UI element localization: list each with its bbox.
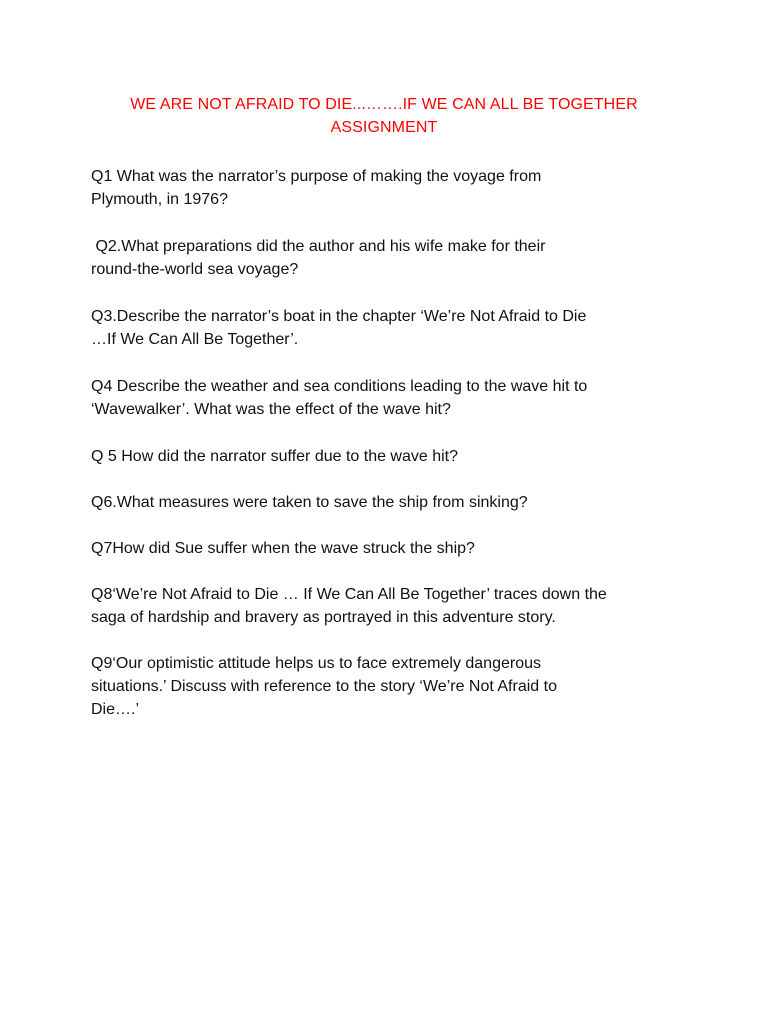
question-4-line-2: ‘Wavewalker’. What was the effect of the wave hit? [91,401,451,418]
question-8-line-2: saga of hardship and bravery as portrayed in this adventure story. [91,609,556,626]
question-3-line-1: Q3.Describe the narrator’s boat in the chapter ‘We’re Not Afraid to Die [91,308,587,325]
question-6-line-1: Q6.What measures were taken to save the ship from sinking? [91,494,528,511]
question-9-line-2: situations.’ Discuss with reference to the story ‘We’re Not Afraid to [91,678,557,695]
question-3-line-2: …If We Can All Be Together’. [91,331,299,348]
question-1-line-1: Q1 What was the narrator’s purpose of making the voyage from [91,168,542,185]
question-2-line-2: round-the-world sea voyage? [91,261,299,278]
assignment-title-line-1: WE ARE NOT AFRAID TO DIE...…….IF WE CAN ALL BE TOGETHER [130,96,638,113]
question-9-line-1: Q9‘Our optimistic attitude helps us to face extremely dangerous [91,655,541,672]
question-4-line-1: Q4 Describe the weather and sea conditions leading to the wave hit to [91,378,588,395]
question-1-line-2: Plymouth, in 1976? [91,191,228,208]
assignment-title-line-2: ASSIGNMENT [330,119,438,136]
question-5-line-1: Q 5 How did the narrator suffer due to the wave hit? [91,448,459,465]
question-8-line-1: Q8‘We’re Not Afraid to Die … If We Can All Be Together’ traces down the [91,586,607,603]
question-9-line-3: Die….’ [91,701,140,718]
question-7-line-1: Q7How did Sue suffer when the wave struck the ship? [91,540,475,557]
question-2-line-1: Q2.What preparations did the author and his wife make for their [91,238,546,255]
